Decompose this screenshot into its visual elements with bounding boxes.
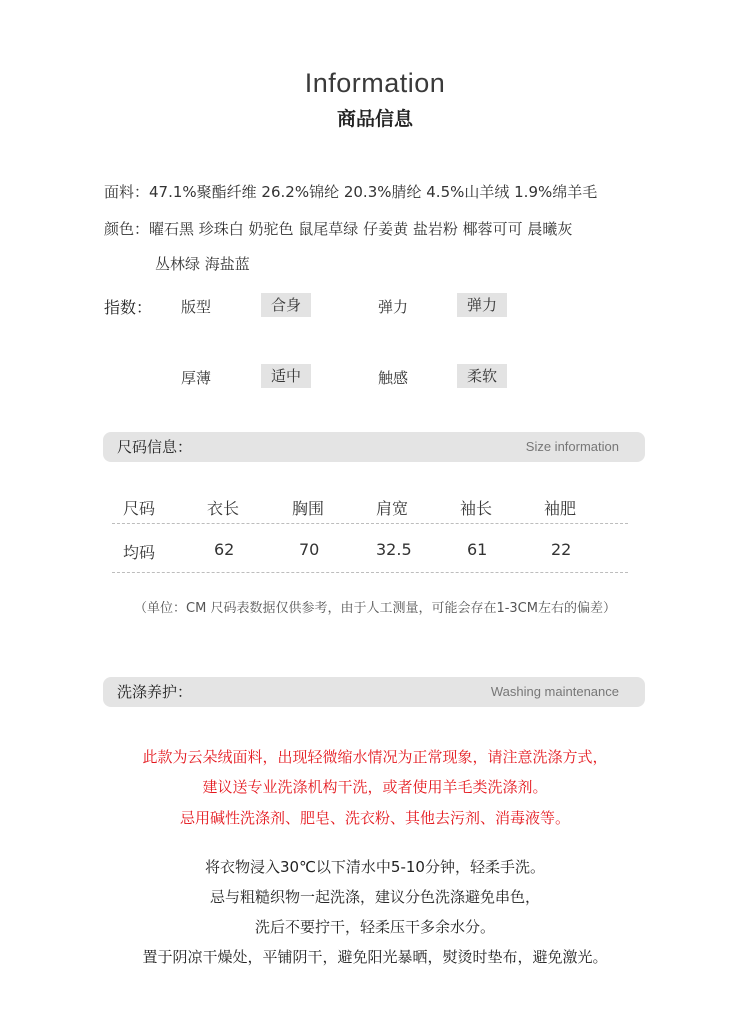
wash-section-title: 洗涤养护： (117, 683, 193, 701)
wash-warning-line: 忌用碱性洗涤剂、肥皂、洗衣粉、其他去污剂、消毒液等。 (179, 809, 570, 827)
size-section-subtitle: Size information (525, 439, 619, 454)
wash-instruction-line: 将衣物浸入30℃以下清水中5-10分钟，轻柔手洗。 (205, 858, 545, 876)
index-item-tag: 柔软 (457, 364, 507, 388)
wash-warning-line: 建议送专业洗涤机构干洗，或者使用羊毛类洗涤剂。 (202, 778, 548, 796)
size-table-header: 肩宽 (376, 499, 409, 518)
index-item-tag: 合身 (261, 293, 311, 317)
size-table-header: 袖肥 (544, 499, 577, 518)
index-item-name: 厚薄 (181, 369, 212, 387)
index-item-tag: 弹力 (457, 293, 507, 317)
wash-section-header (103, 677, 645, 707)
size-table-cell: 22 (551, 540, 572, 559)
index-label: 指数： (104, 298, 153, 317)
size-table-header: 胸围 (292, 499, 325, 518)
color-line-2: 丛林绿 海盐蓝 (155, 255, 250, 273)
size-table-cell: 32.5 (376, 540, 412, 559)
table-divider (112, 523, 628, 524)
index-item-tag: 适中 (261, 364, 311, 388)
wash-warning-line: 此款为云朵绒面料，出现轻微缩水情况为正常现象，请注意洗涤方式， (142, 748, 608, 766)
size-table-cell: 61 (467, 540, 488, 559)
size-table-cell: 均码 (123, 543, 156, 562)
size-table-header: 袖长 (460, 499, 493, 518)
wash-instruction-line: 忌与粗糙织物一起洗涤，建议分色洗涤避免串色， (209, 888, 540, 906)
size-table-header: 尺码 (123, 499, 156, 518)
size-section-header (103, 432, 645, 462)
size-table-header: 衣长 (207, 499, 240, 518)
color-line-1: 颜色：曜石黑 珍珠白 奶驼色 鼠尾草绿 仔姜黄 盐岩粉 椰蓉可可 晨曦灰 (104, 220, 573, 238)
size-table-cell: 62 (214, 540, 235, 559)
title-chinese: 商品信息 (336, 108, 413, 130)
wash-section-subtitle: Washing maintenance (490, 684, 619, 699)
size-note: （单位：CM 尺码表数据仅供参考，由于人工测量，可能会存在1-3CM左右的偏差） (134, 601, 616, 616)
wash-instruction-line: 洗后不要拧干，轻柔压干多余水分。 (254, 918, 495, 936)
size-table-cell: 70 (299, 540, 320, 559)
index-item-name: 触感 (378, 369, 409, 387)
title-english: Information (304, 68, 446, 98)
index-item-name: 版型 (181, 298, 212, 316)
wash-instruction-line: 置于阴凉干燥处，平铺阴干，避免阳光暴晒，熨烫时垫布，避免激光。 (142, 948, 608, 966)
size-section-title: 尺码信息： (117, 438, 193, 456)
fabric-line: 面料：47.1%聚酯纤维 26.2%锦纶 20.3%腈纶 4.5%山羊绒 1.9%绵羊毛 (104, 183, 598, 201)
table-divider (112, 572, 628, 573)
index-item-name: 弹力 (378, 298, 409, 316)
